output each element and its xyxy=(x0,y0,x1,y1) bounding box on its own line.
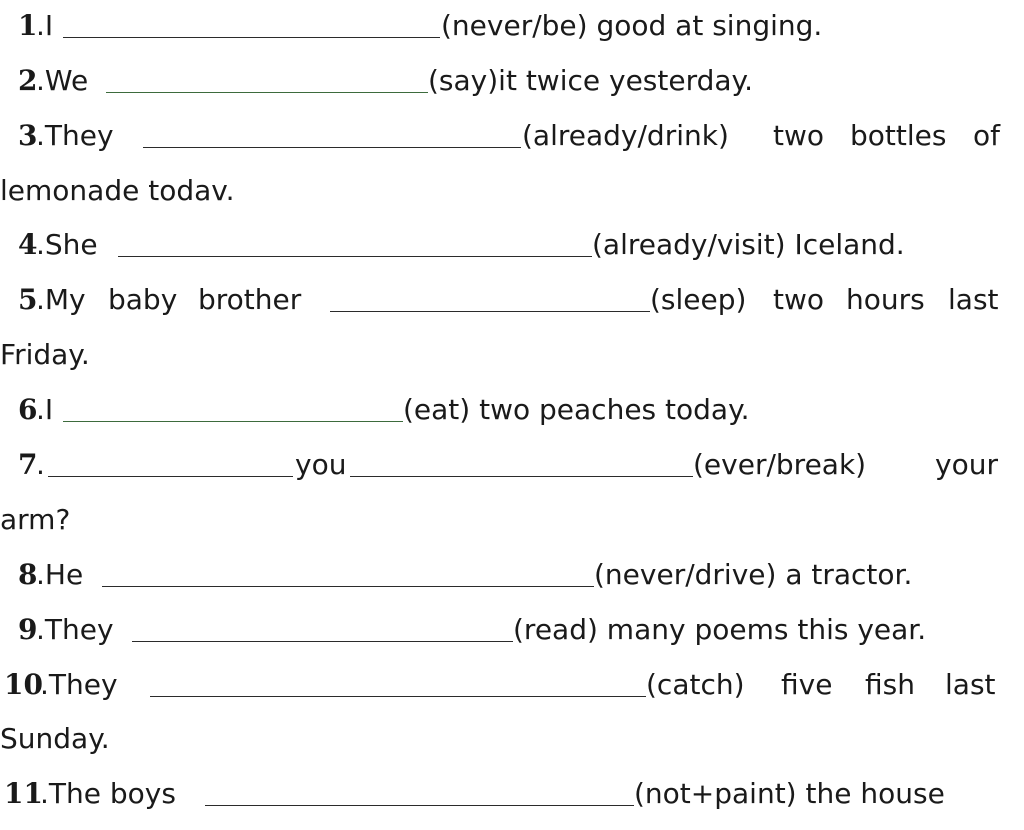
answer-blank[interactable] xyxy=(132,641,513,642)
exercise-7-continuation xyxy=(0,500,1024,540)
item-prompt: (read) many poems this year. xyxy=(513,613,927,646)
item-prompt: (never/drive) a tractor. xyxy=(594,558,913,591)
exercise-4 xyxy=(0,225,1024,265)
answer-blank[interactable] xyxy=(63,421,403,422)
item-number: 11 xyxy=(4,777,43,810)
item-subject-word: brother xyxy=(198,283,302,316)
item-subject: .I xyxy=(36,9,54,42)
exercise-3 xyxy=(0,116,1024,156)
item-subject: .We xyxy=(36,64,89,97)
item-number: 8 xyxy=(18,558,38,591)
item-number: 3 xyxy=(18,119,38,152)
item-prompt-verb: (sleep) xyxy=(650,283,747,316)
item-continuation: arm? xyxy=(0,503,71,536)
item-subject: .They xyxy=(36,613,114,646)
item-prompt-word: two xyxy=(773,283,825,316)
item-prompt-word: fish xyxy=(865,668,915,701)
item-subject: .The boys xyxy=(40,777,176,810)
answer-blank[interactable] xyxy=(350,476,693,477)
answer-blank[interactable] xyxy=(205,805,634,806)
answer-blank[interactable] xyxy=(48,476,293,477)
item-prompt: (not+paint) the house xyxy=(634,777,945,810)
exercise-3-continuation xyxy=(0,171,1024,211)
item-subject: .I xyxy=(36,393,54,426)
item-subject: .They xyxy=(36,119,114,152)
answer-blank[interactable] xyxy=(143,147,521,148)
item-subject: . xyxy=(36,448,45,481)
item-prompt-verb: (already/drink) xyxy=(522,119,729,152)
exercise-7 xyxy=(0,445,1024,485)
item-subject: .My xyxy=(36,283,86,316)
item-prompt-word: two xyxy=(773,119,825,152)
exercise-5-continuation xyxy=(0,335,1024,375)
item-subject: .She xyxy=(36,228,98,261)
item-subject: .He xyxy=(36,558,84,591)
exercise-11 xyxy=(0,774,1024,814)
item-prompt: (already/visit) Iceland. xyxy=(592,228,905,261)
item-continuation: Friday. xyxy=(0,338,90,371)
item-middle-word: you xyxy=(295,448,347,481)
item-subject: .They xyxy=(40,668,118,701)
exercise-6 xyxy=(0,390,1024,430)
item-continuation: lemonade todav. xyxy=(0,174,235,207)
item-continuation: Sunday. xyxy=(0,722,110,755)
item-number: 9 xyxy=(18,613,38,646)
item-number: 7 xyxy=(18,448,38,481)
item-prompt-word: hours xyxy=(846,283,925,316)
item-prompt-word: your xyxy=(935,448,998,481)
answer-blank[interactable] xyxy=(102,586,594,587)
item-prompt-word: of xyxy=(973,119,1000,152)
item-number: 5 xyxy=(18,283,38,316)
item-prompt-word: last xyxy=(948,283,999,316)
item-prompt-word: last xyxy=(945,668,996,701)
answer-blank[interactable] xyxy=(106,92,428,93)
answer-blank[interactable] xyxy=(118,256,592,257)
item-number: 2 xyxy=(18,64,38,97)
item-prompt: (say)it twice yesterday. xyxy=(428,64,754,97)
exercise-10 xyxy=(0,665,1024,705)
item-prompt-verb: (catch) xyxy=(646,668,745,701)
exercise-5 xyxy=(0,280,1024,320)
answer-blank[interactable] xyxy=(63,37,440,38)
answer-blank[interactable] xyxy=(330,311,650,312)
item-number: 6 xyxy=(18,393,38,426)
item-number: 10 xyxy=(4,668,43,701)
item-prompt-verb: (ever/break) xyxy=(693,448,867,481)
exercise-9 xyxy=(0,610,1024,650)
item-number: 4 xyxy=(18,228,38,261)
answer-blank[interactable] xyxy=(150,696,646,697)
exercise-2 xyxy=(0,61,1024,101)
item-number: 1 xyxy=(18,9,38,42)
item-subject-word: baby xyxy=(108,283,178,316)
exercise-8 xyxy=(0,555,1024,595)
exercise-10-continuation xyxy=(0,719,1024,759)
exercise-1 xyxy=(0,6,1024,46)
item-prompt-word: five xyxy=(781,668,833,701)
item-prompt-word: bottles xyxy=(850,119,947,152)
item-prompt: (eat) two peaches today. xyxy=(403,393,750,426)
item-prompt: (never/be) good at singing. xyxy=(441,9,823,42)
